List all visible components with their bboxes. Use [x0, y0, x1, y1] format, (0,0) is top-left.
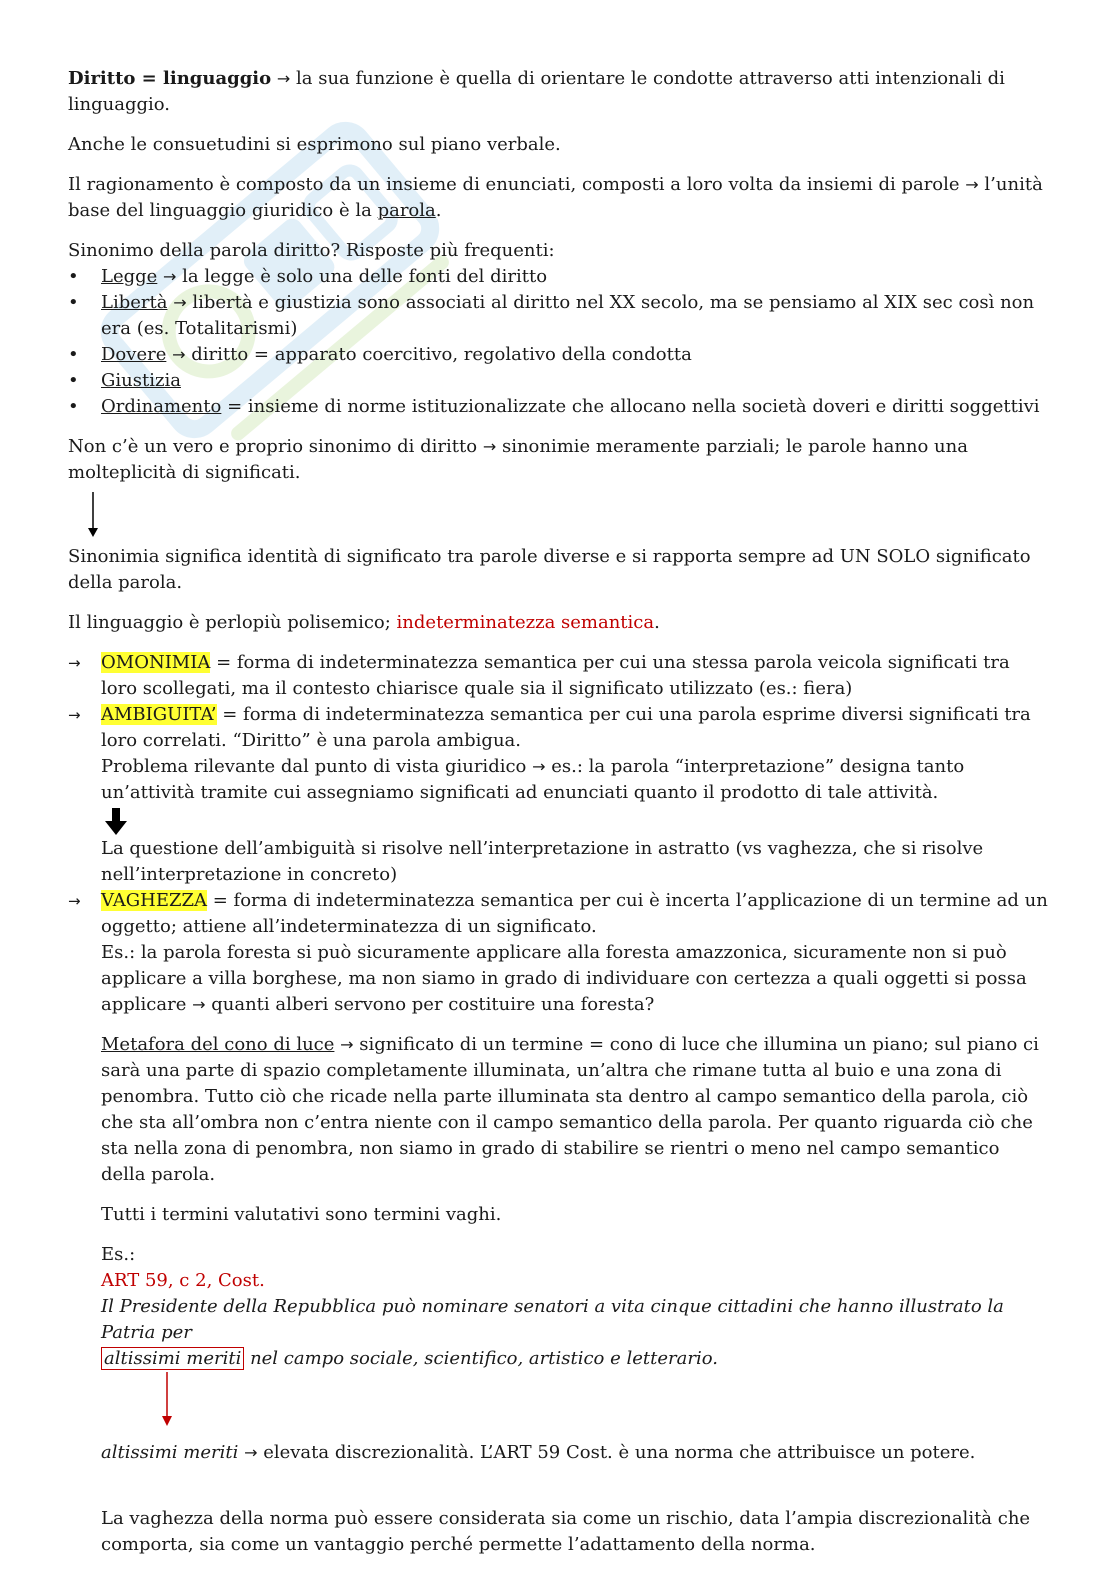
text: Problema rilevante dal punto di vista giuridico	[101, 756, 533, 777]
list-item	[68, 342, 1048, 368]
italic-term: altissimi meriti	[101, 1442, 239, 1463]
conclusion-line	[101, 1440, 1048, 1466]
list-text: diritto = apparato coercitivo, regolativo della condotta	[185, 344, 692, 365]
text: l’unità base del linguaggio giuridico è la	[68, 174, 1043, 221]
paragraph-metafora	[68, 1032, 1048, 1188]
paragraph-non-sinonimo	[68, 434, 1048, 486]
text: significato di un termine = cono di luce che illumina un piano; sul piano ci sarà una parte di spazio completamente illuminata, un’altra che rimane tutta al buio e una zona di penombra. Tutto ciò che ricade nella parte illuminata sta dentro al campo semantico della parola, ciò che sta all’ombra non c’entra niente con il campo semantico della parola. Per quanto riguarda ciò che sta nella zona di penombra, non siamo in grado di stabilire se rientri o meno nel campo semantico della parola.	[101, 1034, 1039, 1185]
definition-vaghezza	[68, 888, 1048, 1018]
list-item	[68, 290, 1048, 342]
paragraph-valutativi: Tutti i termini valutativi sono termini vaghi.	[101, 1204, 502, 1225]
example-block	[68, 1242, 1048, 1466]
paragraph-consuetudini: Anche le consuetudini si esprimono sul piano verbale.	[68, 134, 561, 155]
list-term: Libertà	[101, 292, 168, 313]
definition-text: = forma di indeterminatezza semantica per cui una parola esprime diversi significati tra loro correlati. “Diritto” è una parola ambigua.	[101, 704, 1031, 751]
list-term: Ordinamento	[101, 396, 222, 417]
text: elevata discrezionalità. L’ART 59 Cost. è una norma che attribuisce un potere.	[257, 1442, 976, 1463]
boxed-phrase: altissimi meriti	[101, 1347, 244, 1370]
text: Non c’è un vero e proprio sinonimo di diritto	[68, 436, 483, 457]
arrow-marker-icon: →	[68, 706, 81, 724]
list-term: Giustizia	[101, 370, 181, 391]
paragraph-sinonimia: Sinonimia significa identità di significato tra parole diverse e si rapporta sempre ad UN SOLO significato della parola.	[68, 546, 1031, 593]
article-quote	[101, 1294, 1048, 1372]
intro-text: la sua funzione è quella di orientare le condotte attraverso atti intenzionali di linguaggio.	[68, 68, 1005, 115]
definition-omonimia	[68, 650, 1048, 702]
list-item	[68, 368, 1048, 394]
document-body	[68, 66, 1048, 1572]
list-term: Legge	[101, 266, 158, 287]
arrow-marker-icon: →	[68, 654, 81, 672]
article-reference: ART 59, c 2, Cost.	[101, 1270, 265, 1291]
highlighted-term: AMBIGUITA’	[101, 704, 217, 725]
arrow-icon: →	[965, 175, 979, 194]
text: .	[654, 612, 660, 633]
example-label: Es.:	[101, 1244, 136, 1265]
highlighted-term: OMONIMIA	[101, 652, 211, 673]
list-text: = insieme di norme istituzionalizzate che allocano nella società doveri e diritti soggettivi	[221, 396, 1040, 417]
paragraph-polisemico	[68, 610, 1048, 636]
list-item	[68, 264, 1048, 290]
arrow-marker-icon: →	[68, 892, 81, 910]
heading-diritto-linguaggio: Diritto = linguaggio	[68, 68, 272, 89]
definition-text: = forma di indeterminatezza semantica per cui è incerta l’applicazione di un termine ad un oggetto; attiene all’indeterminatezza di un significato.	[101, 890, 1048, 937]
thick-down-arrow-icon	[101, 808, 131, 836]
paragraph-sinonimo: Sinonimo della parola diritto? Risposte più frequenti:	[68, 240, 555, 261]
arrow-icon: →	[482, 437, 497, 456]
arrow-icon: →	[192, 995, 206, 1014]
arrow-icon: →	[532, 757, 546, 776]
synonym-list	[68, 264, 1048, 420]
highlighted-term: VAGHEZZA	[101, 890, 208, 911]
definition-ambiguita	[68, 702, 1048, 888]
definition-text: = forma di indeterminatezza semantica per cui una stessa parola veicola significati tra loro scollegati, ma il contesto chiarisce quale sia il significato utilizzato (es.: fiera)	[101, 652, 1010, 699]
arrow-icon: →	[173, 293, 187, 312]
text: quanti alberi servono per costituire una foresta?	[205, 994, 655, 1015]
text: La questione dell’ambiguità si risolve nell’interpretazione in astratto (vs vaghezza, che si risolve nell’interpretazione in concreto)	[101, 838, 984, 885]
arrow-icon: →	[276, 69, 291, 88]
arrow-icon: →	[244, 1443, 258, 1462]
arrow-icon: →	[340, 1035, 354, 1054]
red-down-arrow-icon	[157, 1372, 177, 1428]
arrow-icon: →	[163, 267, 177, 286]
arrow-icon: →	[172, 345, 186, 364]
underlined-word: parola	[377, 200, 436, 221]
down-arrow-icon	[84, 492, 104, 538]
text: Il Presidente della Repubblica può nominare senatori a vita cinque cittadini che hanno illustrato la Patria per	[101, 1296, 1004, 1343]
text: .	[435, 200, 442, 221]
text: Il linguaggio è perlopiù polisemico;	[68, 612, 397, 633]
text: Il ragionamento è composto da un insieme di enunciati, composti a loro volta da insiemi di parole	[68, 174, 966, 195]
text: nel campo sociale, scientifico, artistico e letterario.	[244, 1348, 718, 1369]
list-term: Dovere	[101, 344, 167, 365]
text: sinonimie meramente parziali; le parole hanno una molteplicità di significati.	[68, 436, 968, 483]
paragraph-final: La vaghezza della norma può essere considerata sia come un rischio, data l’ampia discrezionalità che comporta, sia come un vantaggio perché permette l’adattamento della norma.	[101, 1508, 1031, 1555]
underlined-term: Metafora del cono di luce	[101, 1034, 335, 1055]
paragraph-intro	[68, 66, 1048, 118]
list-item	[68, 394, 1048, 420]
text: Es.: la parola foresta si può sicuramente applicare alla foresta amazzonica, sicuramente non si può applicare a villa borghese, ma non siamo in grado di individuare con certezza a quali oggetti si possa applicare	[101, 942, 1027, 1015]
text: es.: la parola “interpretazione” designa tanto un’attività tramite cui assegniamo significati ad enunciati quanto il prodotto di tale attività.	[101, 756, 965, 803]
red-text: indeterminatezza semantica	[396, 612, 655, 633]
paragraph-ragionamento	[68, 172, 1048, 224]
list-text: libertà e giustizia sono associati al diritto nel XX secolo, ma se pensiamo al XIX sec così non era (es. Totalitarismi)	[101, 292, 1035, 339]
list-text: la legge è solo una delle fonti del diritto	[176, 266, 548, 287]
